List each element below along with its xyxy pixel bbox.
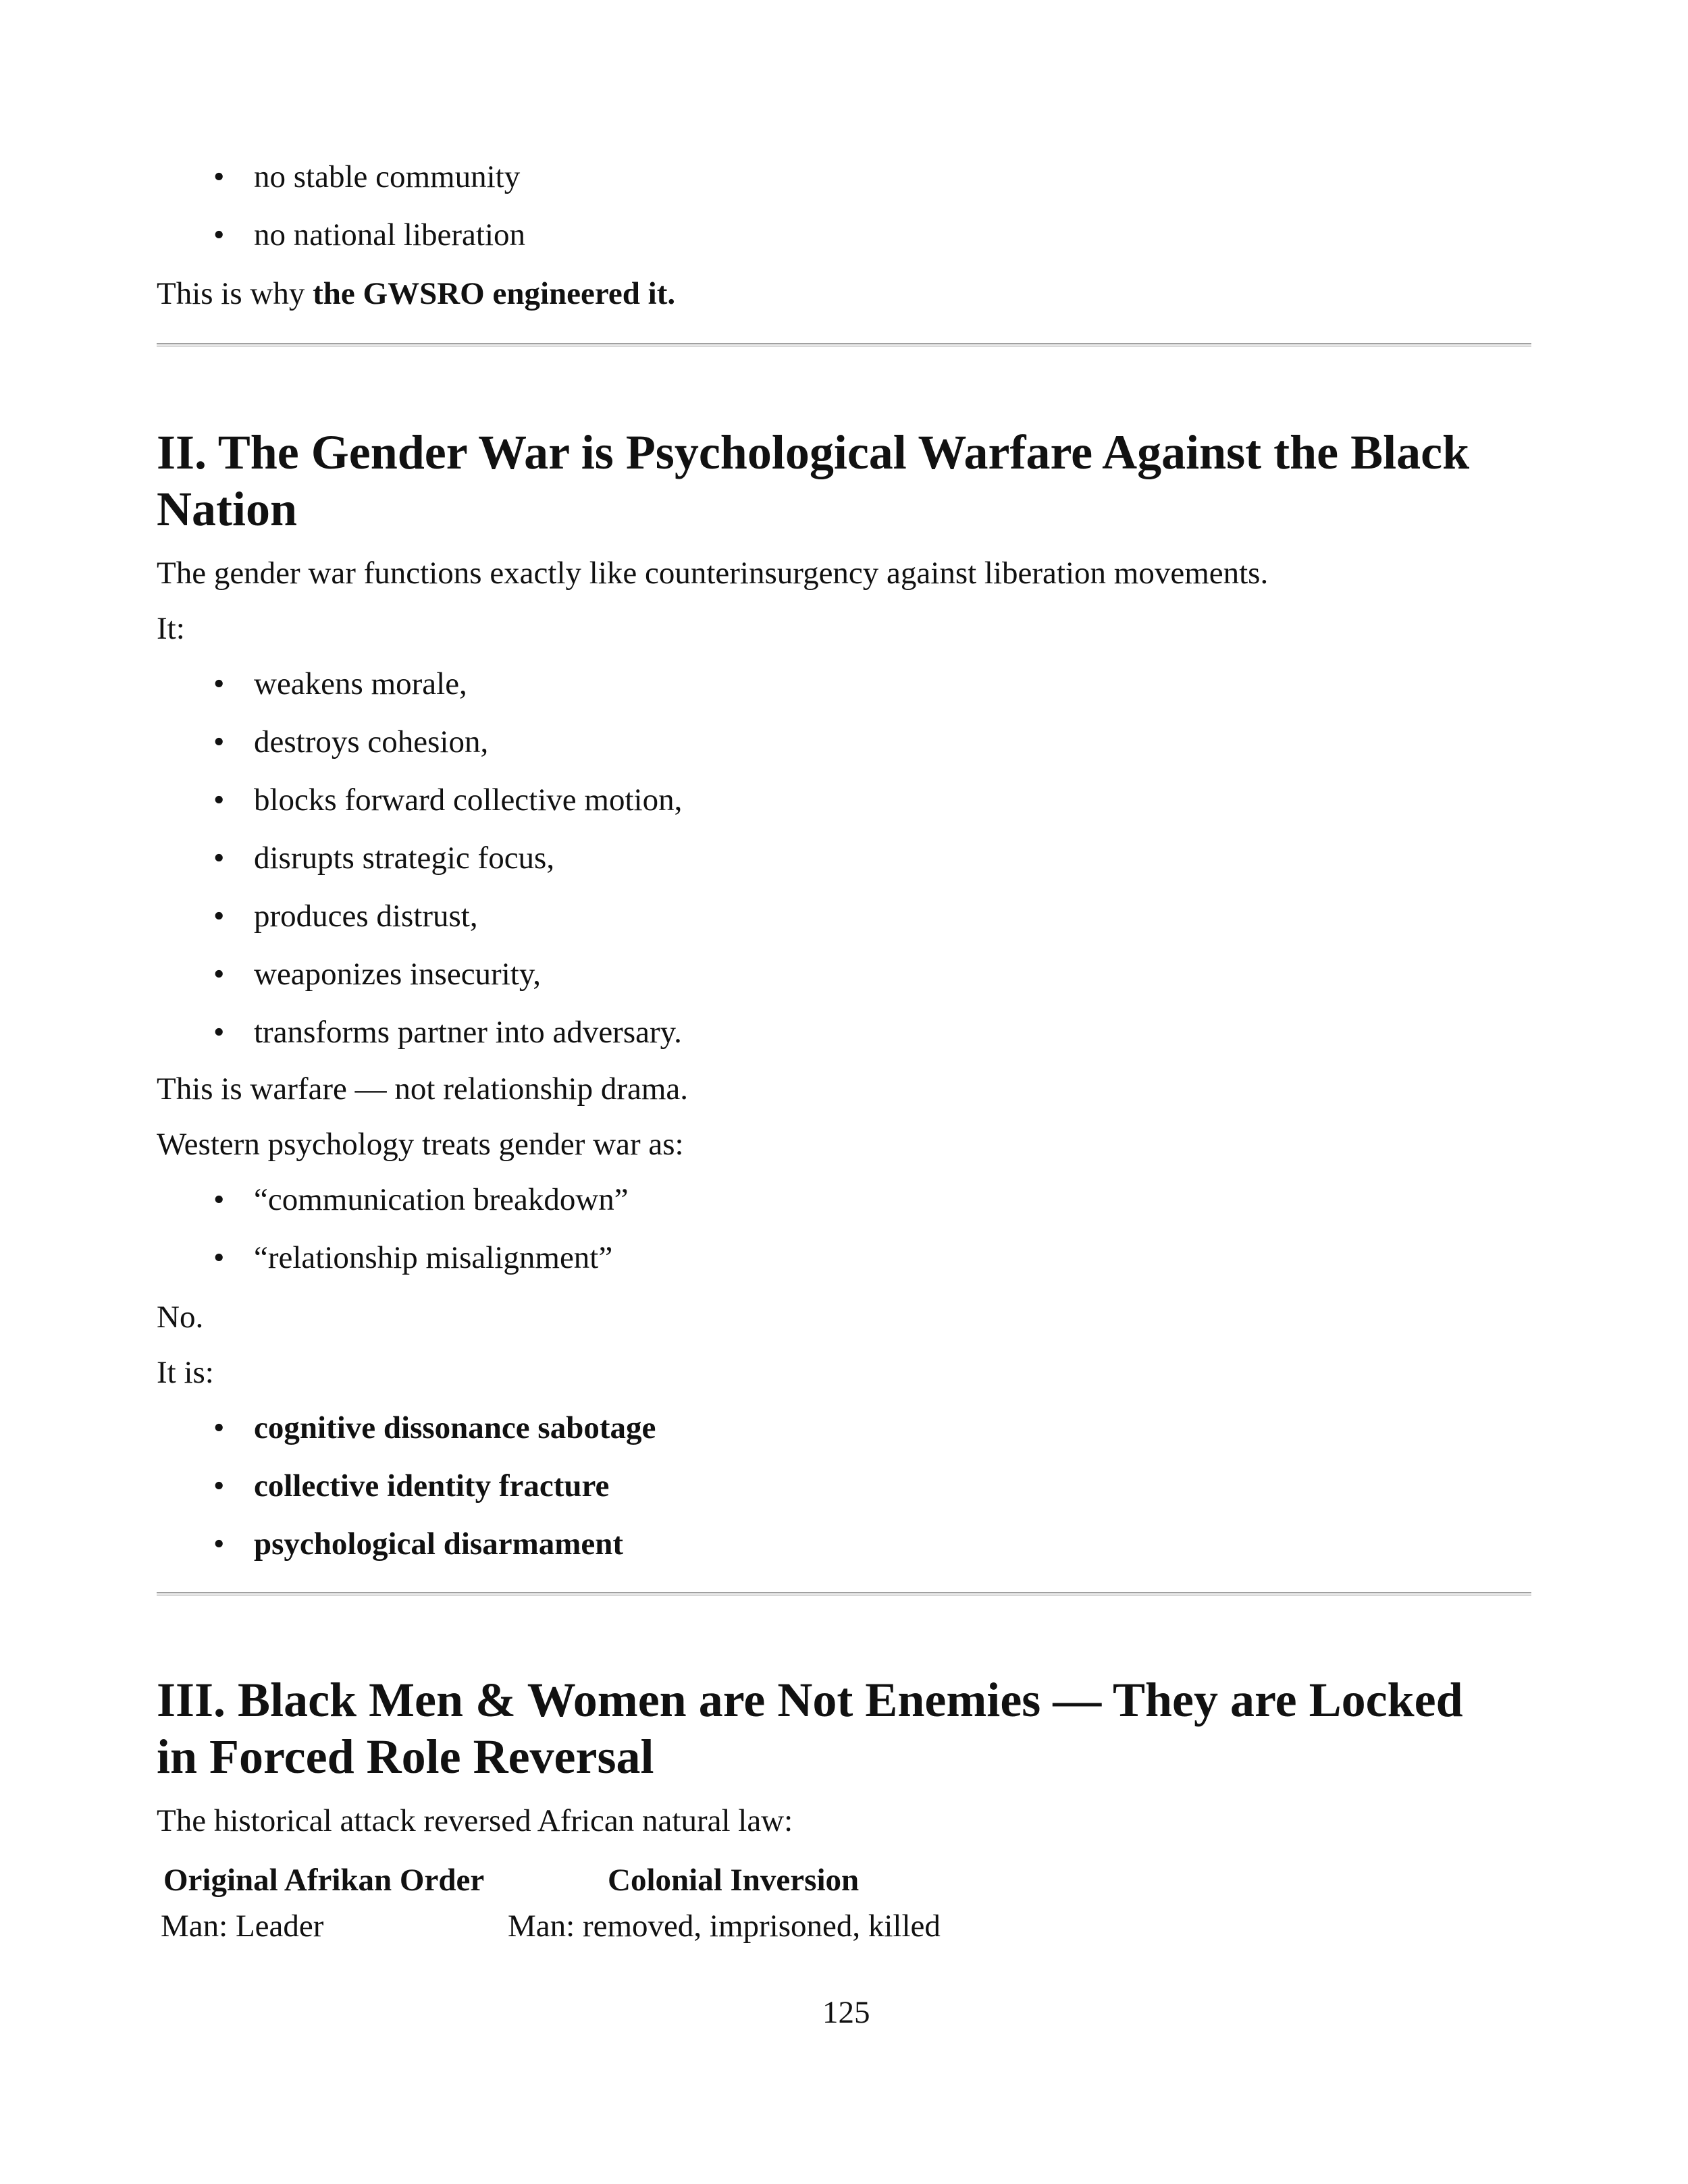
bullet-icon: • [213, 159, 225, 194]
bullet-icon: • [213, 841, 225, 876]
bullet-icon: • [213, 957, 225, 992]
list-item: psychological disarmament [254, 1526, 624, 1562]
list-item: destroys cohesion, [254, 724, 489, 760]
bullet-icon: • [213, 782, 225, 818]
bullet-icon: • [213, 1410, 225, 1445]
western-line: Western psychology treats gender war as: [157, 1127, 684, 1162]
page-number: 125 [822, 1995, 870, 2030]
section-divider [157, 1592, 1531, 1596]
bullet-icon: • [213, 1182, 225, 1217]
section-3-intro: The historical attack reversed African natural law: [157, 1803, 793, 1838]
bullet-icon: • [213, 1468, 225, 1503]
section-divider [157, 343, 1531, 347]
list-item: cognitive dissonance sabotage [254, 1410, 656, 1445]
section-3-heading-line-1: III. Black Men & Women are Not Enemies — They are Locked [157, 1673, 1463, 1727]
list-item: weaponizes insecurity, [254, 957, 542, 992]
top-paragraph [157, 278, 675, 310]
top-paragraph-bold: the GWSRO engineered it. [313, 276, 676, 311]
list-item: disrupts strategic focus, [254, 841, 555, 876]
section-2-heading-line-1: II. The Gender War is Psychological Warfare Against the Black [157, 425, 1470, 479]
table-header-colonial: Colonial Inversion [608, 1863, 860, 1898]
list-item: no national liberation [254, 217, 526, 252]
bullet-icon: • [213, 666, 225, 701]
list-item: collective identity fracture [254, 1468, 610, 1503]
bullet-icon: • [213, 899, 225, 934]
table-cell: Man: removed, imprisoned, killed [508, 1909, 941, 1944]
bullet-icon: • [213, 217, 225, 252]
no-line: No. [157, 1300, 204, 1335]
it-label: It: [157, 611, 185, 646]
table-header-original: Original Afrikan Order [163, 1863, 485, 1898]
section-2-heading-line-2: Nation [157, 482, 298, 536]
bullet-icon: • [213, 1526, 225, 1562]
list-item: “communication breakdown” [254, 1182, 629, 1217]
list-item: weakens morale, [254, 666, 467, 701]
bullet-icon: • [213, 1015, 225, 1050]
warfare-line: This is warfare — not relationship drama. [157, 1071, 689, 1107]
list-item: produces distrust, [254, 899, 478, 934]
section-3-heading-line-2: in Forced Role Reversal [157, 1730, 654, 1784]
top-paragraph-text: This is why [157, 276, 313, 311]
list-item: blocks forward collective motion, [254, 782, 683, 818]
table-cell: Man: Leader [161, 1909, 324, 1944]
list-item: transforms partner into adversary. [254, 1015, 682, 1050]
it-is-label: It is: [157, 1355, 214, 1390]
section-2-intro: The gender war functions exactly like counterinsurgency against liberation movements. [157, 556, 1269, 591]
bullet-icon: • [213, 724, 225, 760]
list-item: no stable community [254, 159, 521, 194]
list-item: “relationship misalignment” [254, 1240, 613, 1275]
bullet-icon: • [213, 1240, 225, 1275]
